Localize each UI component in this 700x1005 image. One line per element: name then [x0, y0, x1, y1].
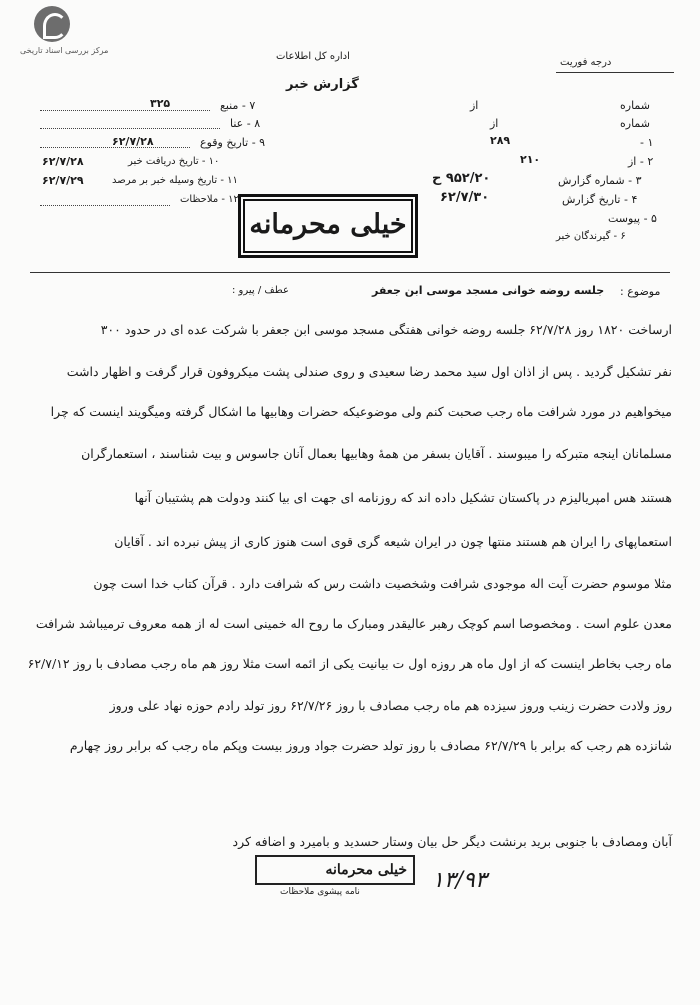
urgency-label: درجه فوریت — [560, 57, 612, 68]
watermark-text: مرکز بررسی اسناد تاریخی — [20, 46, 109, 55]
body-line: نفر تشکیل گردید . پس از اذان اول سید محمد رضا سعیدی و روی صندلی پشت میکروفون قرار گرفت و اظهار داشت — [66, 364, 672, 379]
body-line: ارساخت ۱۸۲۰ روز ۶۲/۷/۲۸ جلسه روضه خوانی هفتگی مسجد موسی ابن جعفر با شرکت عده ای در حدود ۳۰۰ — [100, 322, 672, 337]
right-field-value: از — [470, 99, 479, 112]
bottom-stamp-text: خیلی محرمانه — [325, 862, 407, 878]
right-field-value: ۹۵۲/۲۰ ح — [432, 171, 491, 186]
left-field-label: ۷ - منبع — [220, 99, 256, 112]
left-field-label: ۹ - تاریخ وقوع — [200, 136, 266, 149]
bottom-caption: نامه پیشوی ملاحظات — [280, 887, 360, 897]
left-field-label: ۸ - عنا — [230, 117, 261, 130]
right-field-value: از — [490, 117, 499, 130]
archive-logo — [20, 6, 116, 56]
field-dots — [40, 205, 170, 206]
body-line: شانزده هم رجب که برابر با ۶۲/۷/۲۹ مصادف با روز تولد حضرت جواد وروز بیست وپکم ماه رجب که برابر روز چهارم — [69, 738, 672, 753]
right-field-label: ۵ - پیوست — [608, 212, 657, 225]
right-field-label: ۲ - از — [628, 155, 654, 168]
left-field-value: ۶۲/۷/۲۹ — [42, 174, 84, 187]
body-line: روز ولادت حضرت زینب وروز سیزده هم ماه رجب مصادف با روز ۶۲/۷/۲۶ روز تولد رادم حوزه نهاد علی وروز — [109, 698, 672, 713]
ref-label: عطف / پیرو : — [232, 285, 289, 296]
body-line: هستند هس امپریالیزم در پاکستان تشکیل داده اند که روزنامه ای جهت ای بیا کنند ودولت هم پشتیبان آنها — [134, 490, 672, 505]
header-org: اداره کل اطلاعات — [276, 51, 350, 62]
body-line: میخواهیم در مورد شرافت ماه رجب صحبت کنم ولی موضوعیکه حضرات وهابیها ما اشکال گرفته ومیگویند اینست که چرا — [50, 404, 672, 419]
left-field-value: ۳۲۵ — [150, 97, 171, 110]
left-field-label: ۱۲ - ملاحظات — [180, 194, 239, 205]
right-field-value: ۶۲/۷/۳۰ — [440, 190, 490, 205]
handwritten-number: ۱۳/۹۳ — [432, 868, 487, 893]
header-title: گزارش خبر — [286, 77, 359, 92]
body-line: معدن علوم است . ومخصوصا اسم کوچک رهبر عالیقدر ومبارک ما روح اله خمینی است له از همه معروف ترمیباشد شرافت — [35, 616, 672, 631]
classification-stamp — [238, 194, 418, 258]
subject-label: موضوع : — [620, 285, 661, 298]
body-line: استعماپهای را ایران هم هستند منتها چون در ایران شیعه گری قوی است هنوز کاری از پیش نبرده اند . آقایان — [114, 534, 672, 549]
right-field-label: ۶ - گیرندگان خبر — [556, 231, 626, 242]
body-line: ماه رجب بخاطر اینست که از اول ماه هر روزه اول ت بیانیت یکی از ائمه است مثلا روز هم ماه رجب مصادف با روز ۶۲/۷/۱۲ — [27, 656, 672, 671]
classification-stamp-text: خیلی محرمانه — [249, 209, 407, 240]
left-field-value: ۶۲/۷/۲۸ — [42, 155, 84, 168]
right-field-label: شماره — [620, 99, 651, 112]
right-field-label: ۳ - شماره گزارش — [558, 174, 642, 187]
field-dots — [40, 128, 220, 129]
body-line: مثلا موسوم حضرت آیت اله موجودی شرافت وشخصیت داشت رس که شرافت دارد . قرآن کتاب خدا است چون — [93, 576, 672, 591]
right-field-value: ۲۸۹ — [490, 134, 511, 147]
archive-logo-icon — [34, 6, 70, 42]
field-dots — [40, 147, 190, 148]
body-line: آبان ومصادف با جنوبی برید برنشت دیگر حل بیان وستار حسدید و بامیرد و اضافه کرد — [232, 834, 672, 849]
right-field-label: ۱ - — [640, 136, 654, 149]
right-field-label: شماره — [620, 117, 651, 130]
left-field-label: ۱۱ - تاریخ وسیله خبر بر مرصد — [112, 175, 238, 186]
body-line: مسلمانان اینجه متبرکه را میبوسند . آقایان بسفر من همهٔ وهابیها بعمال آنان جاسوس و بیت شناسند ، استعمارگران — [81, 446, 672, 461]
urgency-line — [556, 72, 674, 73]
right-field-label: ۴ - تاریخ گزارش — [562, 193, 638, 206]
left-field-label: ۱۰ - تاریخ دریافت خبر — [128, 156, 220, 167]
right-field-value: ۲۱۰ — [520, 153, 541, 166]
left-field-value: ۶۲/۷/۲۸ — [112, 135, 154, 148]
bottom-classification-stamp — [255, 855, 415, 885]
header-divider — [30, 272, 670, 273]
subject-text: جلسه روضه خوانی مسجد موسی ابن جعفر — [372, 284, 605, 297]
field-dots — [40, 110, 210, 111]
